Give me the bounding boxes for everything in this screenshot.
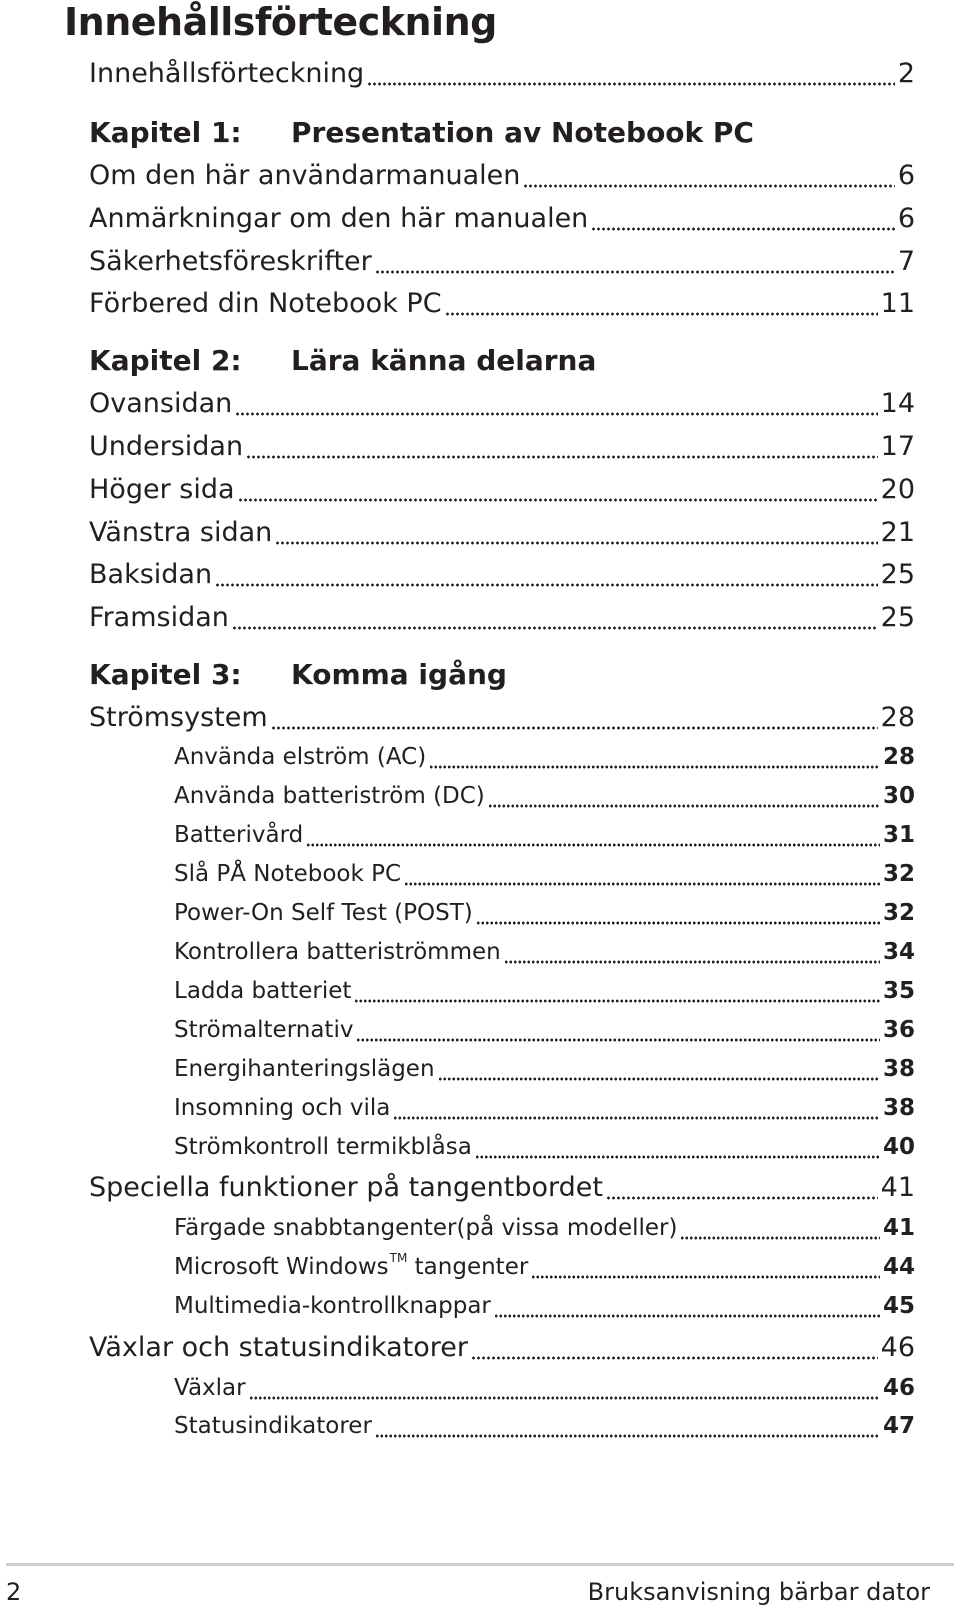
- toc-page-number: 6: [897, 160, 915, 191]
- dot-leader: [393, 1115, 880, 1121]
- dot-leader: [523, 183, 894, 189]
- toc-entry[interactable]: [89, 559, 915, 595]
- toc-entry[interactable]: [89, 517, 915, 553]
- toc-entry-label: Strömalternativ: [174, 1017, 354, 1043]
- toc-entry-label: Baksidan: [89, 559, 213, 590]
- toc-entry-label: Power-On Self Test (POST): [174, 900, 473, 926]
- toc-entry-label: Ladda batteriet: [174, 978, 352, 1004]
- dot-leader: [494, 1313, 880, 1319]
- dot-leader: [591, 226, 895, 232]
- dot-leader: [488, 803, 880, 809]
- toc-entry-label: Framsidan: [89, 602, 229, 633]
- dot-leader: [367, 81, 895, 87]
- chapter-heading: [89, 658, 915, 698]
- toc-page-number: 38: [882, 1095, 915, 1121]
- toc-page-number: 31: [882, 822, 915, 848]
- toc-page-number: 38: [882, 1056, 915, 1082]
- dot-leader: [215, 582, 878, 588]
- toc-subentry[interactable]: [174, 900, 915, 932]
- chapter-number: Kapitel 1:: [89, 116, 242, 149]
- toc-entry[interactable]: [89, 431, 915, 467]
- dot-leader: [531, 1274, 880, 1280]
- toc-page-number: 36: [882, 1017, 915, 1043]
- toc-entry[interactable]: [89, 474, 915, 510]
- toc-page-number: 14: [880, 388, 915, 419]
- toc-subentry[interactable]: [174, 1215, 915, 1247]
- toc-page-number: 32: [882, 900, 915, 926]
- toc-entry[interactable]: [89, 1332, 915, 1368]
- dot-leader: [504, 959, 880, 965]
- toc-subentry[interactable]: [174, 783, 915, 815]
- footer-title: Bruksanvisning bärbar dator: [587, 1578, 930, 1606]
- dot-leader: [606, 1195, 878, 1201]
- toc-entry-label: Förbered din Notebook PC: [89, 288, 442, 319]
- toc-page-number: 28: [882, 744, 915, 770]
- toc-page-number: 34: [882, 939, 915, 965]
- toc-subentry[interactable]: [174, 1375, 915, 1407]
- chapter-heading: [89, 344, 915, 384]
- dot-leader: [375, 1433, 880, 1439]
- dot-leader: [438, 1076, 880, 1082]
- toc-page-number: 21: [880, 517, 915, 548]
- toc-subentry[interactable]: [174, 1017, 915, 1049]
- toc-subentry[interactable]: [174, 1293, 915, 1325]
- chapter-number: Kapitel 3:: [89, 658, 242, 691]
- toc-entry-label: Slå PÅ Notebook PC: [174, 861, 402, 887]
- toc-entry-label: Använda elström (AC): [174, 744, 427, 770]
- toc-page-number: 25: [880, 602, 915, 633]
- toc-page-number: 11: [880, 288, 915, 319]
- toc-subentry[interactable]: [174, 744, 915, 776]
- toc-entry[interactable]: [89, 702, 915, 738]
- page-title: Innehållsförteckning: [64, 0, 497, 44]
- toc-subentry[interactable]: [174, 822, 915, 854]
- toc-subentry[interactable]: [174, 861, 915, 893]
- toc-entry-label: Batterivård: [174, 822, 304, 848]
- toc-page-number: 41: [882, 1215, 915, 1241]
- chapter-heading: [89, 116, 915, 156]
- toc-entry-label: Växlar och statusindikatorer: [89, 1332, 468, 1363]
- dot-leader: [475, 1154, 880, 1160]
- toc-entry-label: Strömsystem: [89, 702, 268, 733]
- toc-entry-label: Säkerhetsföreskrifter: [89, 246, 372, 277]
- dot-leader: [680, 1235, 880, 1241]
- toc-subentry[interactable]: [174, 978, 915, 1010]
- dot-leader: [445, 311, 878, 317]
- toc-entry-label: Multimedia-kontrollknappar: [174, 1293, 491, 1319]
- toc-subentry[interactable]: [174, 939, 915, 971]
- toc-page-number: 47: [882, 1413, 915, 1439]
- dot-leader: [429, 764, 880, 770]
- dot-leader: [235, 411, 877, 417]
- toc-entry-label: [174, 1251, 529, 1280]
- dot-leader: [476, 920, 880, 926]
- toc-entry[interactable]: [89, 1172, 915, 1208]
- toc-entry-label-text: Microsoft Windows: [174, 1254, 389, 1280]
- toc-entry-label: Ovansidan: [89, 388, 233, 419]
- trademark-mark: TM: [389, 1251, 408, 1265]
- toc-page-number: 20: [880, 474, 915, 505]
- toc-page-number: 2: [897, 58, 915, 89]
- toc-subentry[interactable]: [174, 1134, 915, 1166]
- toc-page-number: 46: [880, 1332, 915, 1363]
- dot-leader: [246, 454, 878, 460]
- toc-entry-label: Använda batteriström (DC): [174, 783, 485, 809]
- toc-page-number: 44: [882, 1254, 915, 1280]
- dot-leader: [249, 1395, 880, 1401]
- toc-page-number: 45: [882, 1293, 915, 1319]
- toc-entry-label: Vänstra sidan: [89, 517, 273, 548]
- footer-divider: [6, 1563, 954, 1566]
- toc-page-number: 7: [897, 246, 915, 277]
- dot-leader: [471, 1355, 878, 1361]
- toc-entry[interactable]: [89, 602, 915, 638]
- toc-entry[interactable]: [89, 58, 915, 94]
- toc-entry-label: Om den här användarmanualen: [89, 160, 521, 191]
- toc-subentry[interactable]: [174, 1056, 915, 1088]
- toc-entry-label: Energihanteringslägen: [174, 1056, 435, 1082]
- toc-entry-label: Strömkontroll termikblåsa: [174, 1134, 472, 1160]
- toc-entry-label: Färgade snabbtangenter(på vissa modeller): [174, 1215, 678, 1241]
- toc-subentry[interactable]: [174, 1413, 915, 1445]
- dot-leader: [356, 1037, 880, 1043]
- toc-entry-label: Kontrollera batteriströmmen: [174, 939, 501, 965]
- toc-entry[interactable]: [89, 203, 915, 239]
- toc-entry-label: Innehållsförteckning: [89, 58, 365, 89]
- dot-leader: [306, 842, 880, 848]
- chapter-number: Kapitel 2:: [89, 344, 242, 377]
- dot-leader: [238, 497, 878, 503]
- toc-entry[interactable]: [89, 160, 915, 196]
- toc-page-number: 17: [880, 431, 915, 462]
- dot-leader: [354, 998, 880, 1004]
- toc-entry-label: Insomning och vila: [174, 1095, 391, 1121]
- toc-entry-label: Statusindikatorer: [174, 1413, 372, 1439]
- toc-entry-label: Undersidan: [89, 431, 244, 462]
- toc-entry[interactable]: [89, 288, 915, 324]
- toc-entry-label: Anmärkningar om den här manualen: [89, 203, 589, 234]
- dot-leader: [271, 725, 878, 731]
- dot-leader: [232, 625, 878, 631]
- chapter-title: Komma igång: [291, 658, 507, 691]
- toc-page-number: 28: [880, 702, 915, 733]
- toc-page-number: 32: [882, 861, 915, 887]
- footer-page-number: 2: [6, 1578, 22, 1606]
- toc-page-number: 40: [882, 1134, 915, 1160]
- toc-subentry[interactable]: [174, 1251, 915, 1286]
- toc-page-number: 41: [880, 1172, 915, 1203]
- toc-page-number: 46: [882, 1375, 915, 1401]
- chapter-title: Lära känna delarna: [291, 344, 597, 377]
- dot-leader: [404, 881, 880, 887]
- dot-leader: [275, 540, 877, 546]
- toc-page-number: 25: [880, 559, 915, 590]
- toc-entry-label: Speciella funktioner på tangentbordet: [89, 1172, 603, 1203]
- toc-entry[interactable]: [89, 388, 915, 424]
- toc-entry-label-suffix: tangenter: [407, 1254, 529, 1280]
- chapter-title: Presentation av Notebook PC: [291, 116, 754, 149]
- toc-page-number: 6: [897, 203, 915, 234]
- toc-page-number: 30: [882, 783, 915, 809]
- toc-entry-label: Växlar: [174, 1375, 246, 1401]
- toc-entry-label: Höger sida: [89, 474, 235, 505]
- dot-leader: [375, 269, 895, 275]
- toc-page-number: 35: [882, 978, 915, 1004]
- toc-subentry[interactable]: [174, 1095, 915, 1127]
- toc-entry[interactable]: [89, 246, 915, 282]
